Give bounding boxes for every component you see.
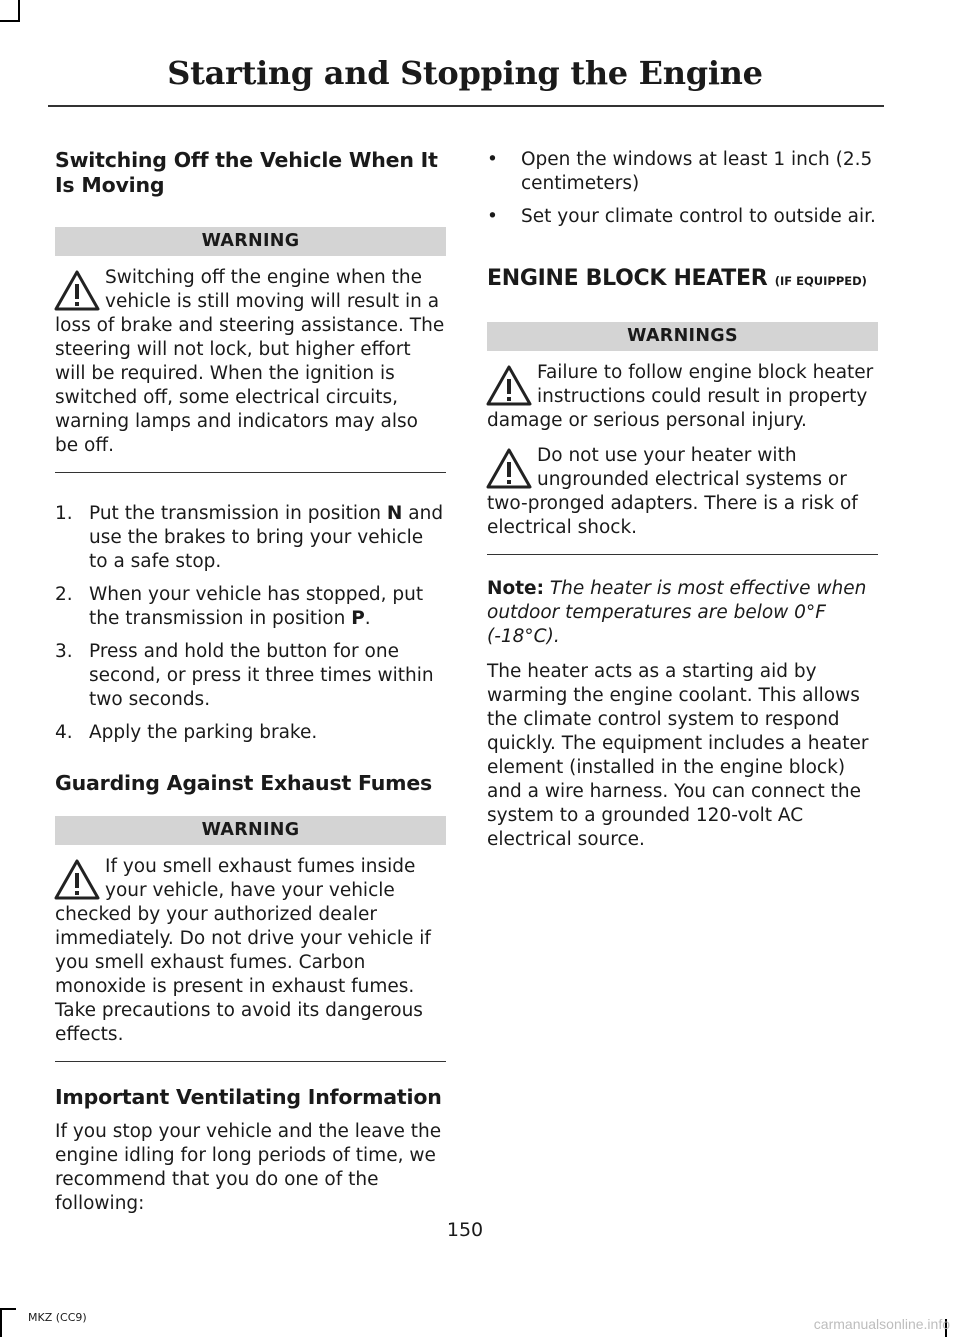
page-title: Starting and Stopping the Engine bbox=[167, 54, 763, 92]
bullet-list bbox=[487, 148, 878, 229]
warning-text: Do not use your heater with ungrounded electrical systems or two-pronged adapters. There is a risk of electrical shock. bbox=[487, 445, 858, 538]
warning-text: Failure to follow engine block heater instructions could result in property damage or serious personal injury. bbox=[487, 362, 874, 431]
crop-mark bbox=[0, 20, 20, 22]
warning-text: Switching off the engine when the vehicle is still moving will result in a loss of brake and steering assistance. The steering will not lock, but higher effort will be required. When the ignition is switched off, some electrical circuits, warning lamps and indicators may also be off. bbox=[55, 267, 445, 456]
list-item: • Open the windows at least 1 inch (2.5 centimeters) bbox=[487, 149, 873, 194]
list-item: 2. When your vehicle has stopped, put the transmission in position P. bbox=[55, 584, 424, 629]
list-item: • Set your climate control to outside air. bbox=[487, 206, 876, 227]
paragraph: The heater acts as a starting aid by warming the engine coolant. This allows the climate control system to respond quickly. The equipment includes a heater element (installed in the engine block) and a wire harness. You can connect the system to a grounded 120-volt AC electrical source. bbox=[487, 661, 869, 850]
list-item: 3. Press and hold the button for one second, or press it three times within two seconds. bbox=[55, 641, 434, 710]
warnings-label: WARNINGS bbox=[487, 322, 878, 351]
note: Note: The heater is most effective when outdoor temperatures are below 0°F (-18°C). bbox=[487, 578, 867, 647]
steps-list bbox=[55, 502, 446, 745]
section-heading-ventilating: Important Ventilating Information bbox=[55, 1085, 442, 1109]
page-number: 150 bbox=[446, 1219, 484, 1241]
warning-box bbox=[487, 444, 878, 540]
warning-box bbox=[487, 361, 878, 433]
list-item: 1. Put the transmission in position N and use the brakes to bring your vehicle to a safe stop. bbox=[55, 503, 444, 572]
warning-text: If you smell exhaust fumes inside your vehicle, have your vehicle checked by your authorized dealer immediately. Do not drive your vehicle if you smell exhaust fumes. Carbon monoxide is present in exhaust fumes. Take precautions to avoid its dangerous effects. bbox=[55, 856, 431, 1045]
warning-label: WARNING bbox=[55, 816, 446, 845]
list-item: 4. Apply the parking brake. bbox=[55, 722, 318, 743]
warning-box bbox=[55, 266, 446, 458]
warning-triangle-icon bbox=[485, 364, 533, 408]
title-divider bbox=[48, 105, 884, 107]
warning-label: WARNING bbox=[55, 227, 446, 256]
section-heading-exhaust-fumes: Guarding Against Exhaust Fumes bbox=[55, 771, 433, 795]
crop-mark bbox=[18, 0, 20, 22]
crop-mark bbox=[0, 1308, 2, 1337]
section-heading-switching-off: Switching Off the Vehicle When It Is Moving bbox=[55, 148, 438, 197]
crop-mark bbox=[0, 1308, 16, 1310]
left-column bbox=[55, 148, 446, 1216]
warning-triangle-icon bbox=[53, 269, 101, 313]
warning-triangle-icon bbox=[53, 858, 101, 902]
model-code: MKZ (CC9) bbox=[28, 1311, 87, 1324]
watermark: carmanualsonline.info bbox=[813, 1316, 950, 1332]
warning-triangle-icon bbox=[485, 447, 533, 491]
right-column bbox=[487, 148, 878, 852]
warning-box bbox=[55, 855, 446, 1047]
section-heading-engine-block-heater: ENGINE BLOCK HEATER (IF EQUIPPED) bbox=[487, 266, 867, 291]
paragraph: If you stop your vehicle and the leave the engine idling for long periods of time, we recommend that you do one of the following: bbox=[55, 1121, 442, 1214]
